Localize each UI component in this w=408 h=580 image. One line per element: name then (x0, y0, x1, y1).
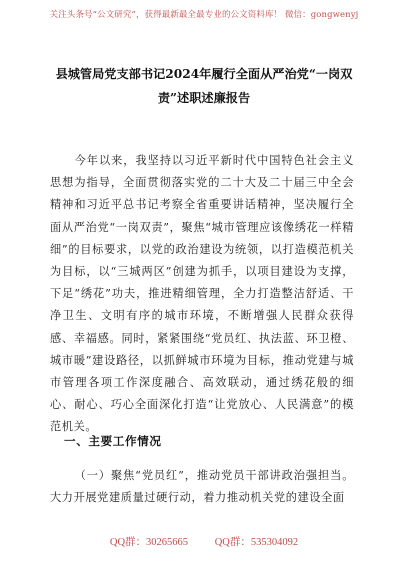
document-title: 县城管局党支部书记2024年履行全面从严治党“一岗双责”述职述廉报告 (55, 67, 353, 105)
section-heading: 一、主要工作情况 (64, 434, 162, 448)
subsection-paragraph: （一）聚焦“党员红”，推动党员干部讲政治强担当。大力开展党建质量过硬行动，着力推动机关党的建设全面 (50, 469, 354, 505)
top-banner: 关注头条号“公文研究”，获得最新最全最专业的公文资料库！ 微信：gongwenyj (49, 10, 359, 20)
intro-paragraph: 今年以来，我坚持以习近平新时代中国特色社会主义思想为指导，全面贯彻落实党的二十大及二十届三中全会精神和习近平总书记考察全省重要讲话精神，坚决履行全面从严治党“一岗双责”，聚焦“城市管理应该像绣花一样精细”的目标要求，以党的政治建设为统领，以打造模范机关为目标，以“三城两区”创建为抓手，以项目建设为支撑，下足“绣花”功夫，推进精细管理，全力打造整洁舒适、干净卫生、文明有序的城市环境，不断增强人民群众获得感、幸福感。同时，紧紧围绕“党员红、执法蓝、环卫橙、城市暖”建设路径，以抓鲜城市环境为目标，推动党建与城市管理各项工作深度融合、高效联动，通过绣花般的细心、耐心、巧心全面深化打造“让党放心、人民满意”的模范机关。 (50, 154, 354, 434)
footer-qq-group-1: QQ群：30265665 (109, 537, 189, 548)
footer (0, 534, 408, 549)
footer-qq-group-2: QQ群：535304092 (214, 537, 299, 548)
